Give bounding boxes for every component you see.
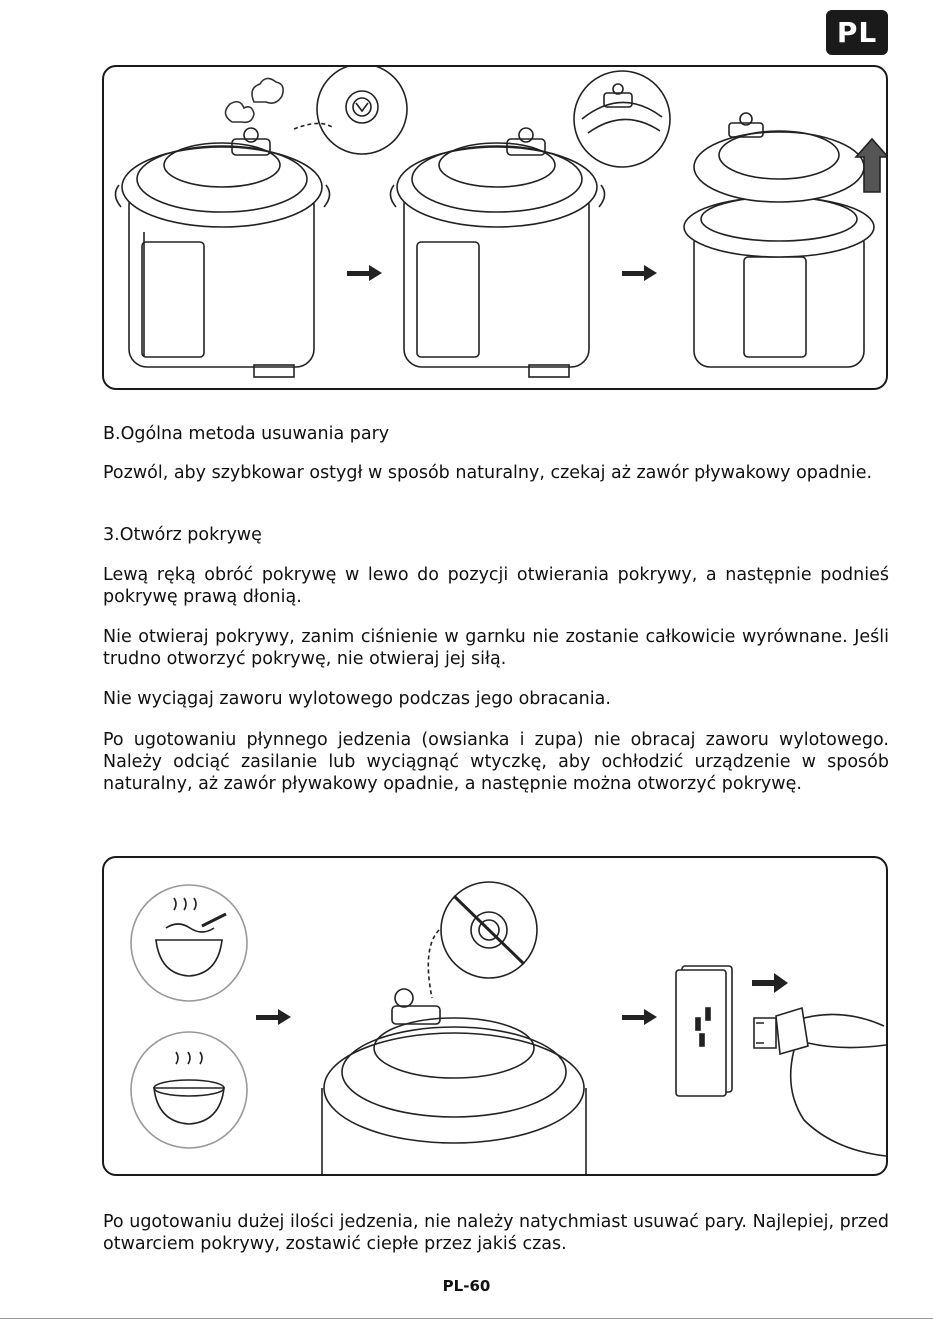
porridge-bowl-icon [131, 885, 247, 1001]
heading-steam-method: B.Ogólna metoda usuwania pary [103, 424, 390, 444]
paragraph-turn-lid: Lewą ręką obróć pokrywę w lewo do pozycji otwierania pokrywy, a następnie podnieś pokrywę prawą dłonią. [103, 565, 889, 607]
arrow-right-icon [347, 265, 382, 281]
arrow-right-icon [622, 1009, 657, 1025]
paragraph-liquid-food: Po ugotowaniu płynnego jedzenia (owsianka i zupa) nie obracaj zaworu wylotowego. Należy odciąć zasilanie lub wyciągnąć wtyczkę, aby ochłodzić urządzenie w sposób naturalny, aż zawór pływakowy opadnie, a następnie można otworzyć pokrywę. [103, 730, 889, 794]
float-valve-zoom-icon [294, 67, 407, 154]
cooker-icon [322, 989, 586, 1174]
cooker-valve-down-icon [390, 128, 604, 377]
valve-closed-zoom-icon [574, 71, 670, 167]
paragraph-valve-warning: Nie wyciągaj zaworu wylotowego podczas jego obracania. [103, 689, 611, 709]
cooker-steam-icon [115, 128, 329, 377]
paragraph-natural-cooling: Pozwól, aby szybkowar ostygł w sposób naturalny, czekaj aż zawór pływakowy opadnie. [103, 463, 873, 483]
paragraph-pressure-warning: Nie otwieraj pokrywy, zanim ciśnienie w garnku nie zostanie całkowicie wyrównane. Jeśli trudno otworzyć pokrywę, nie otwieraj jej siłą. [103, 627, 889, 669]
arrow-right-icon [622, 265, 657, 281]
arrow-right-icon [752, 973, 788, 993]
footer-divider [0, 1318, 933, 1319]
plug-icon [754, 1008, 886, 1156]
page-number: PL-60 [442, 1277, 491, 1295]
figure-steam-release [102, 65, 888, 390]
cooker-lid-lifted-icon [684, 113, 874, 367]
no-turn-valve-icon [428, 882, 537, 998]
arrow-right-icon [256, 1009, 291, 1025]
wall-socket-icon [676, 966, 732, 1096]
language-badge: PL [826, 10, 888, 55]
heading-open-lid: 3.Otwórz pokrywę [103, 525, 262, 545]
paragraph-large-quantity: Po ugotowaniu dużej ilości jedzenia, nie należy natychmiast usuwać pary. Najlepiej, przed otwarciem pokrywy, zostawić ciepłe przez jakiś czas. [103, 1212, 889, 1254]
soup-bowl-icon [131, 1032, 247, 1148]
steam-icon [225, 78, 283, 122]
figure-liquid-food [102, 856, 888, 1176]
